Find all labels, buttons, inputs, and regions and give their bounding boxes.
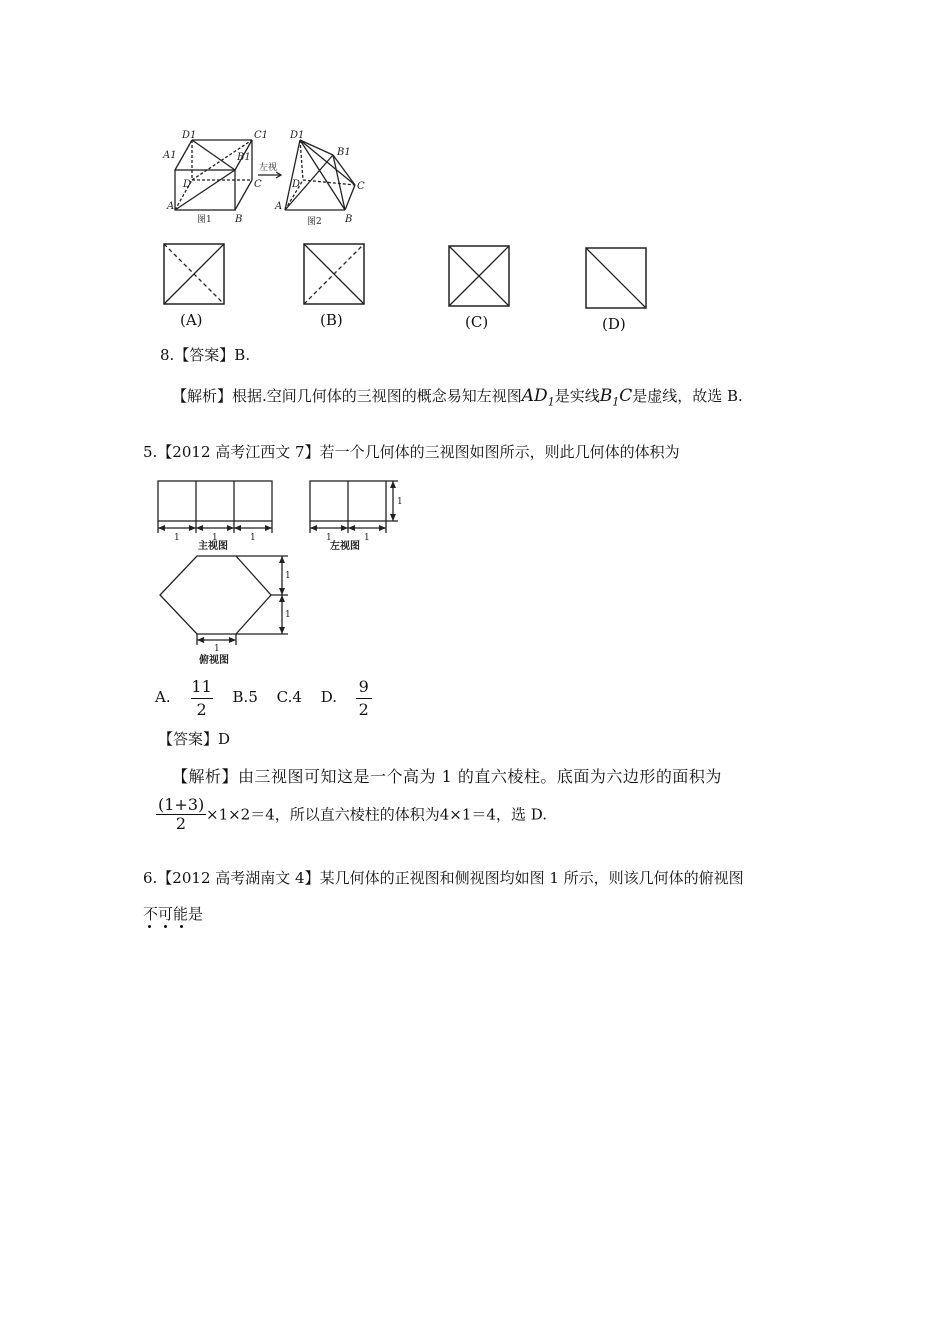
option-b-figure [303,243,365,305]
q8-suffix: 是虚线，故选 B. [632,387,743,405]
dim-top-w: 1 [214,644,220,654]
q6-line2: 不可能是 [143,905,204,923]
formula-rest: ×1×2＝4，所以直六棱柱的体积为4×1＝4，选 D. [206,805,547,824]
option-a-figure [163,243,225,305]
q8-answer: 8.【答案】B. [160,346,251,364]
q8-analysis [172,386,743,412]
top-view-label: 俯视图 [199,655,229,666]
q8-analysis-prefix: 【解析】根据.空间几何体的三视图的概念易知左视图 [172,387,522,405]
label-d1-b: D1 [290,130,305,141]
label-c-b: C [357,181,365,192]
dim-side-h: 1 [397,497,403,507]
area-fraction: $\frac{(1+3)}{2}$ [158,795,205,833]
option-d-label: (D) [602,315,626,333]
dim-top-h2: 1 [285,610,291,620]
left-view-label: 左视 [259,163,278,173]
q5-question: 5.【2012 高考江西文 7】若一个几何体的三视图如图所示，则此几何体的体积为 [143,443,680,461]
emphasis-dots [148,925,198,931]
label-b1: B1 [237,152,251,163]
dim-front-2: 1 [212,533,218,543]
option-a-label: (A) [180,311,203,329]
label-a1: A1 [163,150,177,161]
label-c: C [254,179,262,190]
fig1-caption: 图1 [197,215,212,225]
option-c-label: (C) [465,313,489,331]
choice-d-label: D. [320,688,337,706]
front-view-label: 主视图 [198,541,228,552]
option-c-figure [448,245,510,307]
dim-side-1: 1 [326,533,332,543]
choice-b: B.5 [232,688,258,706]
q8-b1c: $B_1C$ [599,386,633,409]
label-b1-b: B1 [337,147,351,158]
label-b: B [235,214,243,225]
choice-c: C.4 [276,688,302,706]
cube-figures [155,125,380,230]
dim-front-3: 1 [250,533,256,543]
three-view-figure [152,477,412,667]
q5-analysis-line2 [156,796,547,840]
label-b-b: B [345,214,353,225]
q8-ad1: $AD_1$ [521,386,555,409]
label-d-b: D [292,179,301,190]
label-c1: C1 [254,130,269,141]
q5-choices [155,672,372,722]
choice-d-fraction: $\frac{9}{2}$ [356,678,372,719]
dim-front-1: 1 [174,533,180,543]
dim-top-h1: 1 [285,571,291,581]
option-b-label: (B) [320,311,343,329]
q5-analysis-line1: 【解析】由三视图可知这是一个高为 1 的直六棱柱。底面为六边形的面积为 [172,767,722,786]
label-d1: D1 [182,130,197,141]
label-d: D [183,179,192,190]
choice-a-label: A. [155,688,171,706]
side-view-label: 左视图 [330,541,360,552]
dim-side-2: 1 [364,533,370,543]
choice-a-fraction: $\frac{11}{2}$ [191,676,212,719]
label-a: A [167,201,175,212]
q6-question: 6.【2012 高考湖南文 4】某几何体的正视图和侧视图均如图 1 所示，则该几何体的俯视图 [143,869,744,887]
q5-answer: 【答案】D [158,730,231,748]
option-d-figure [585,247,647,309]
label-a-b: A [275,201,283,212]
fig2-caption: 图2 [307,217,322,227]
q8-mid: 是实线 [554,387,600,405]
